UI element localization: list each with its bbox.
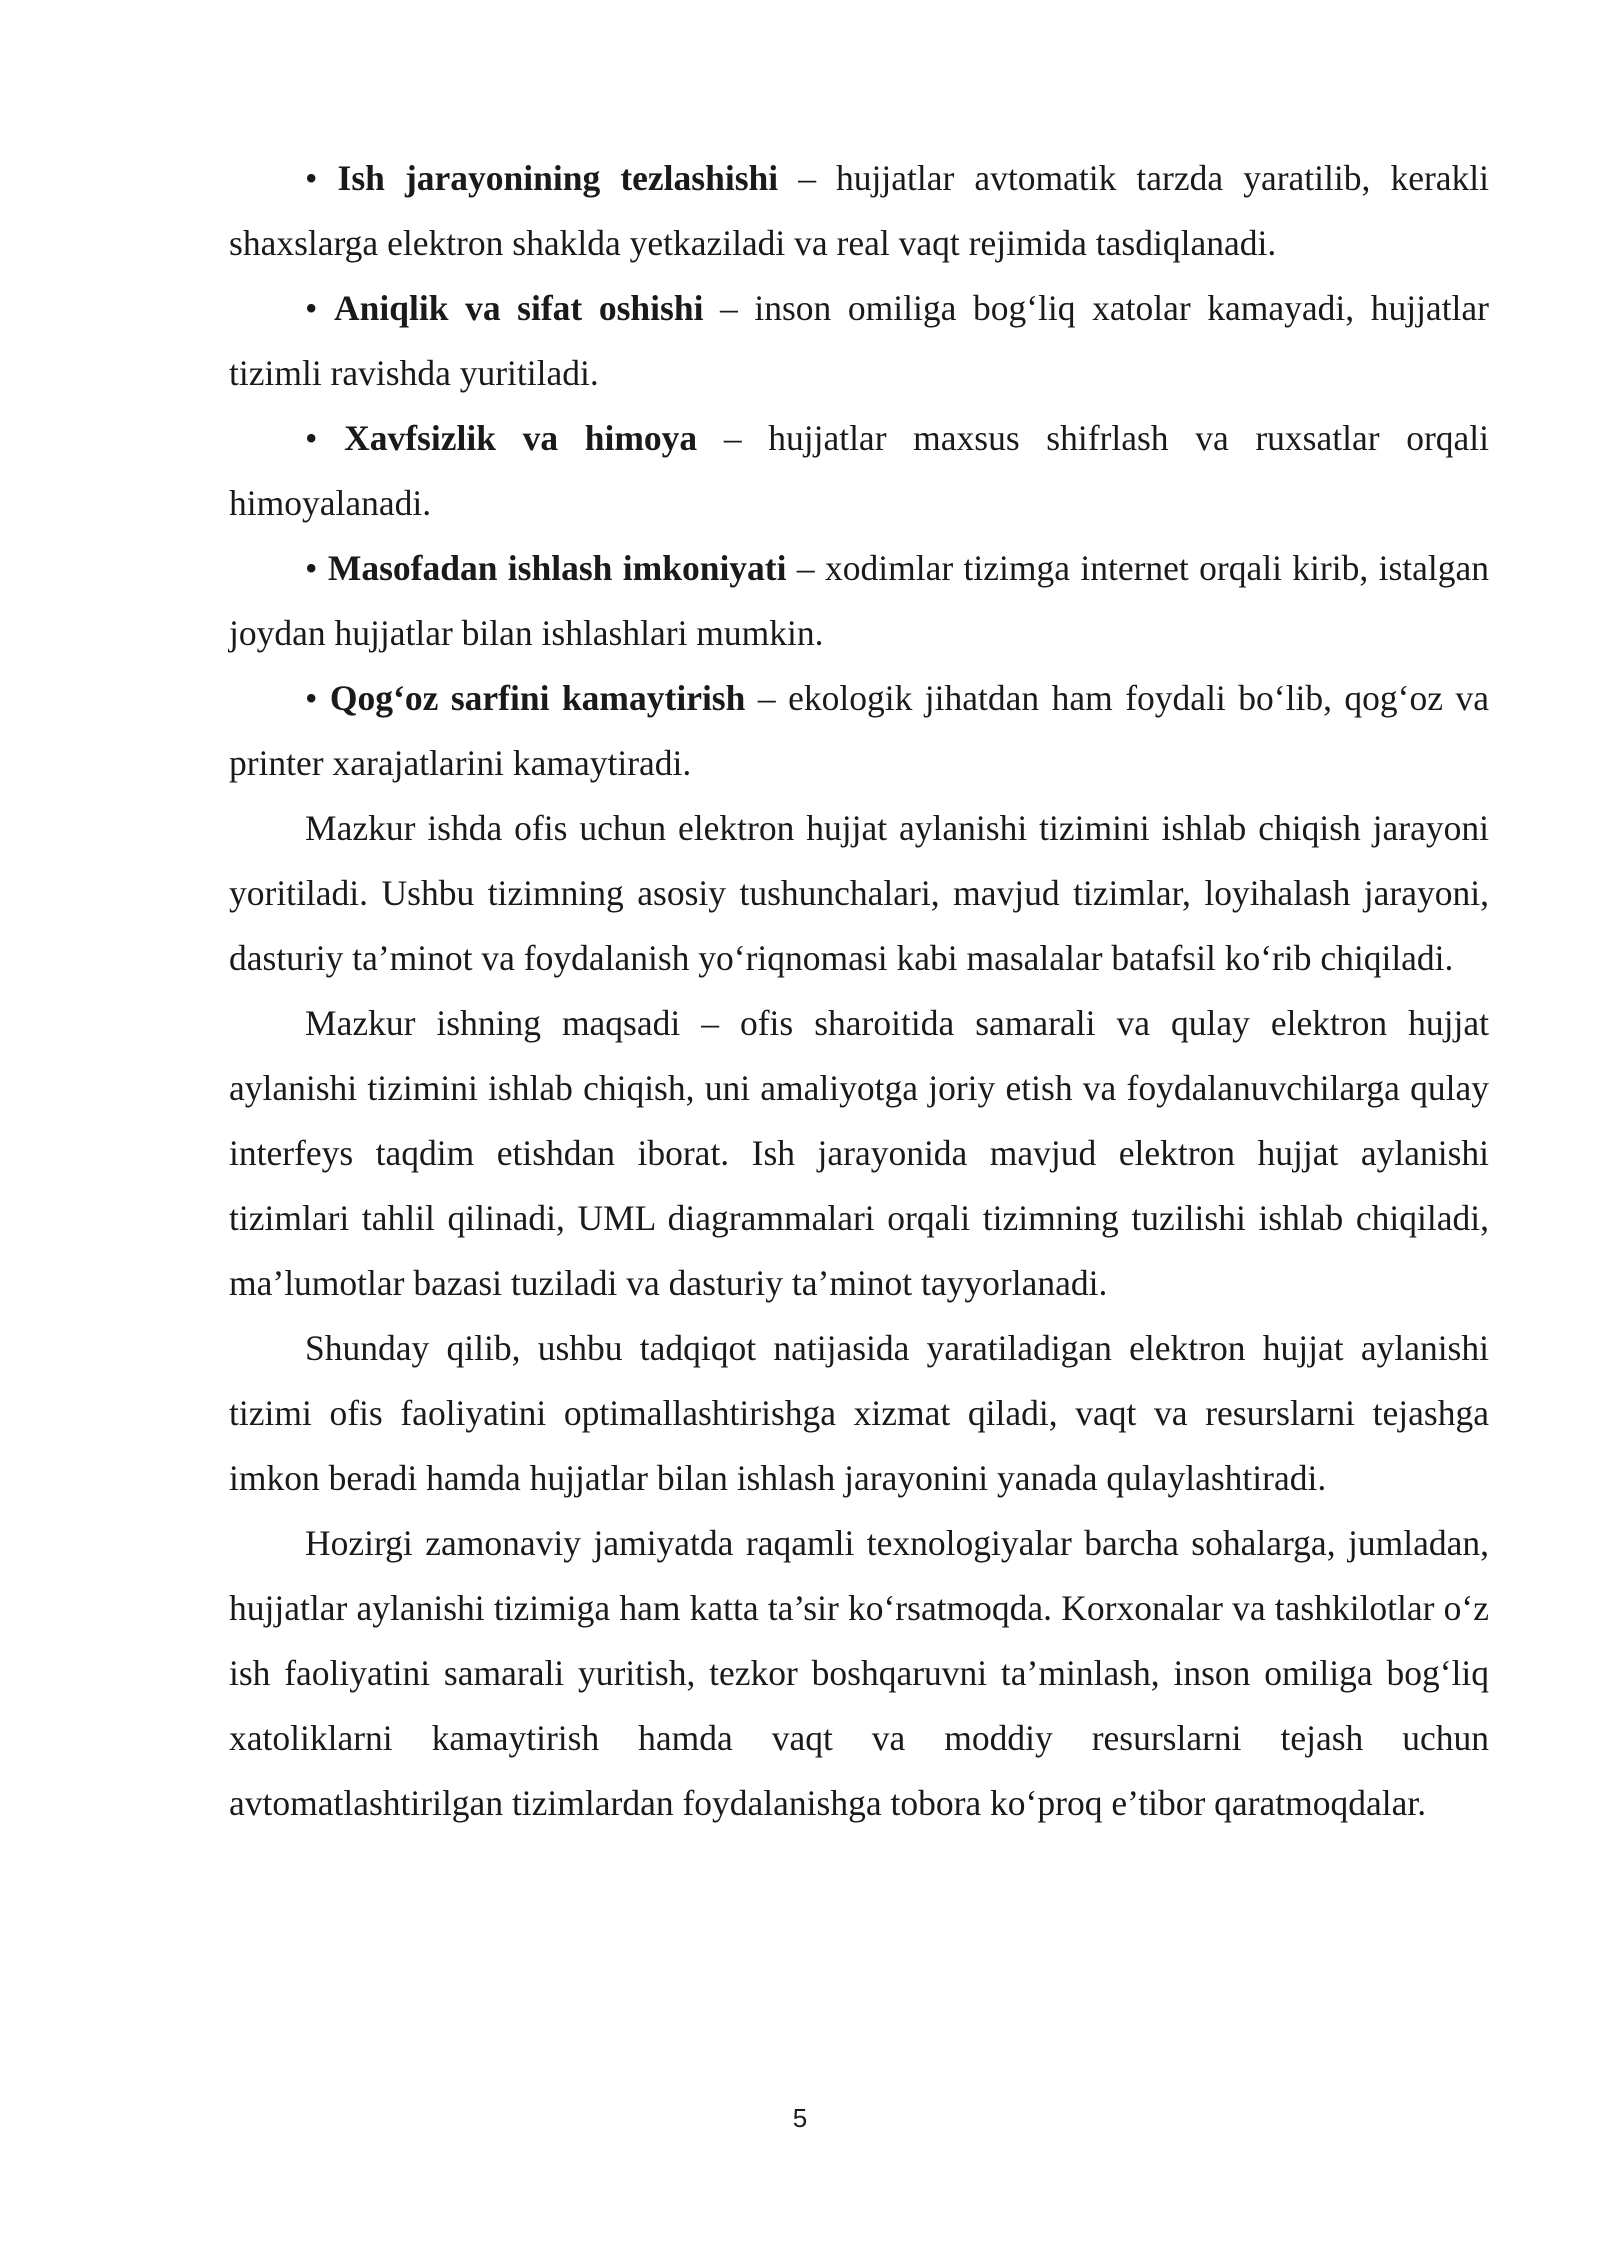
page-number: 5 (792, 2103, 808, 2133)
body-paragraph: Shunday qilib, ushbu tadqiqot natijasida yaratiladigan elektron hujjat aylanishi tizimi ofis faoliyatini optimallashtirishga xizmat qiladi, vaqt va resurslarni tejashga imkon beradi hamda hujjatlar bilan ishlash jarayonini yanada qulaylashtiradi. (229, 1328, 1489, 1498)
bullet-text: – xodimlar tizimga internet orqali kirib, istalgan joydan hujjatlar bilan ishlashlari mumkin. (229, 548, 1490, 653)
bullet-item (229, 536, 1489, 666)
page-body (229, 146, 1489, 1836)
bullet-term: Aniqlik va sifat oshishi (334, 288, 704, 328)
bullet-marker: • (305, 418, 318, 458)
bullet-marker: • (305, 548, 318, 588)
body-paragraph: Hozirgi zamonaviy jamiyatda raqamli texnologiyalar barcha sohalarga, jumladan, hujjatlar aylanishi tizimiga ham katta ta’sir ko‘rsatmoqda. Korxonalar va tashkilotlar o‘z ish faoliyatini samarali yuritish, tezkor boshqaruvni ta’minlash, inson omiliga bog‘liq xatoliklarni kamaytirish hamda vaqt va moddiy resurslarni tejash uchun avtomatlashtirilgan tizimlardan foydalanishga tobora ko‘proq e’tibor qaratmoqdalar. (229, 1523, 1489, 1823)
bullet-text: – inson omiliga bog‘liq xatolar kamayadi, hujjatlar tizimli ravishda yuritiladi. (229, 288, 1489, 393)
body-paragraph: Mazkur ishning maqsadi – ofis sharoitida samarali va qulay elektron hujjat aylanishi tizimini ishlab chiqish, uni amaliyotga joriy etish va foydalanuvchilarga qulay interfeys taqdim etishdan iborat. Ish jarayonida mavjud elektron hujjat aylanishi tizimlari tahlil qilinadi, UML diagrammalari orqali tizimning tuzilishi ishlab chiqiladi, ma’lumotlar bazasi tuziladi va dasturiy ta’minot tayyorlanadi. (229, 1003, 1489, 1303)
bullet-marker: • (305, 158, 318, 198)
bullet-marker: • (305, 288, 318, 328)
bullet-term: Xavfsizlik va himoya (344, 418, 698, 458)
bullet-text: – hujjatlar maxsus shifrlash va ruxsatlar orqali himoyalanadi. (229, 418, 1490, 523)
bullet-item (229, 406, 1489, 536)
body-paragraph: Mazkur ishda ofis uchun elektron hujjat aylanishi tizimini ishlab chiqish jarayoni yoritiladi. Ushbu tizimning asosiy tushunchalari, mavjud tizimlar, loyihalash jarayoni, dasturiy ta’minot va foydalanish yo‘riqnomasi kabi masalalar batafsil ko‘rib chiqiladi. (229, 808, 1489, 978)
bullet-term: Qog‘oz sarfini kamaytirish (329, 678, 746, 718)
bullet-text: – hujjatlar avtomatik tarzda yaratilib, kerakli shaxslarga elektron shaklda yetkaziladi va real vaqt rejimida tasdiqlanadi. (229, 158, 1490, 263)
bullet-item (229, 146, 1489, 276)
bullet-term: Ish jarayonining tezlashishi (337, 158, 779, 198)
bullet-marker: • (305, 678, 318, 718)
bullet-term: Masofadan ishlash imkoniyati (327, 548, 787, 588)
bullet-item (229, 666, 1489, 796)
bullet-text: – ekologik jihatdan ham foydali bo‘lib, qog‘oz va printer xarajatlarini kamaytiradi. (229, 678, 1489, 783)
bullet-item (229, 276, 1489, 406)
